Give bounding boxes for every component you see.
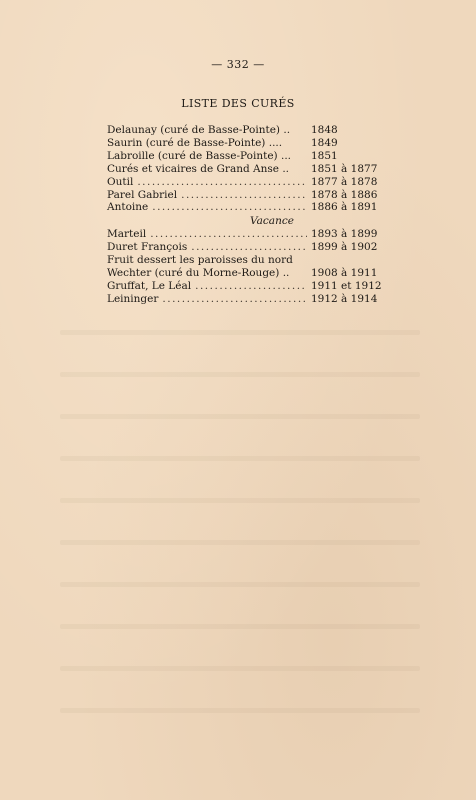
show-through bbox=[60, 666, 420, 671]
cure-dates: 1911 et 1912 bbox=[311, 279, 382, 292]
cure-name: Delaunay (curé de Basse-Pointe) .. bbox=[107, 124, 291, 136]
list-item bbox=[107, 280, 397, 293]
cure-name: Parel Gabriel bbox=[107, 188, 178, 201]
list-item bbox=[107, 176, 397, 189]
leader-dots bbox=[162, 293, 307, 306]
cure-name: Labroille (curé de Basse-Pointe) ... bbox=[107, 149, 291, 162]
list-item bbox=[107, 241, 397, 254]
show-through bbox=[60, 540, 420, 545]
list-item bbox=[107, 201, 397, 214]
cure-dates: 1851 à 1877 bbox=[311, 162, 378, 175]
leader-dots bbox=[152, 201, 307, 214]
leader-dots bbox=[137, 176, 307, 189]
show-through bbox=[60, 582, 420, 587]
cure-dates: 1908 à 1911 bbox=[311, 266, 378, 279]
cure-list bbox=[107, 124, 397, 306]
list-item bbox=[107, 254, 397, 267]
cure-name: Duret François bbox=[107, 241, 188, 254]
leader-dots bbox=[195, 280, 307, 293]
show-through bbox=[60, 708, 420, 713]
leader-dots bbox=[191, 241, 307, 254]
cure-name: Curés et vicaires de Grand Anse .. bbox=[107, 162, 290, 175]
list-item bbox=[107, 189, 397, 202]
list-item bbox=[107, 163, 397, 176]
cure-dates: 1912 à 1914 bbox=[311, 292, 378, 305]
section-heading-vacance: Vacance bbox=[250, 215, 294, 228]
cure-dates: 1849 bbox=[311, 136, 338, 149]
cure-name: Marteil bbox=[107, 228, 147, 241]
list-item bbox=[107, 124, 397, 137]
list-item bbox=[107, 150, 397, 163]
cure-name: Antoine bbox=[107, 201, 149, 214]
cure-dates: 1886 à 1891 bbox=[311, 201, 378, 214]
list-item bbox=[107, 293, 397, 306]
page-title: LISTE DES CURÉS bbox=[181, 97, 295, 110]
show-through bbox=[60, 498, 420, 503]
cure-dates: 1878 à 1886 bbox=[311, 188, 378, 201]
page-number: — 332 — bbox=[211, 58, 265, 71]
list-item bbox=[107, 267, 397, 280]
leader-dots bbox=[150, 228, 307, 241]
show-through bbox=[60, 414, 420, 419]
show-through bbox=[60, 456, 420, 461]
leader-dots bbox=[181, 189, 307, 202]
cure-dates: 1848 bbox=[311, 124, 338, 136]
cure-name: Outil bbox=[107, 175, 134, 188]
cure-dates: 1899 à 1902 bbox=[311, 241, 378, 254]
cure-name: Wechter (curé du Morne-Rouge) .. bbox=[107, 266, 290, 279]
cure-name: Leininger bbox=[107, 292, 159, 305]
cure-name: Gruffat, Le Léal bbox=[107, 279, 192, 292]
list-item bbox=[107, 228, 397, 241]
show-through bbox=[60, 372, 420, 377]
cure-dates: 1877 à 1878 bbox=[311, 175, 378, 188]
cure-name: Saurin (curé de Basse-Pointe) .... bbox=[107, 136, 283, 149]
cure-name: Fruit dessert les paroisses du nord bbox=[107, 254, 293, 267]
cure-dates: 1851 bbox=[311, 149, 338, 162]
show-through bbox=[60, 624, 420, 629]
show-through bbox=[60, 330, 420, 335]
list-item bbox=[107, 137, 397, 150]
cure-dates: 1893 à 1899 bbox=[311, 228, 378, 241]
